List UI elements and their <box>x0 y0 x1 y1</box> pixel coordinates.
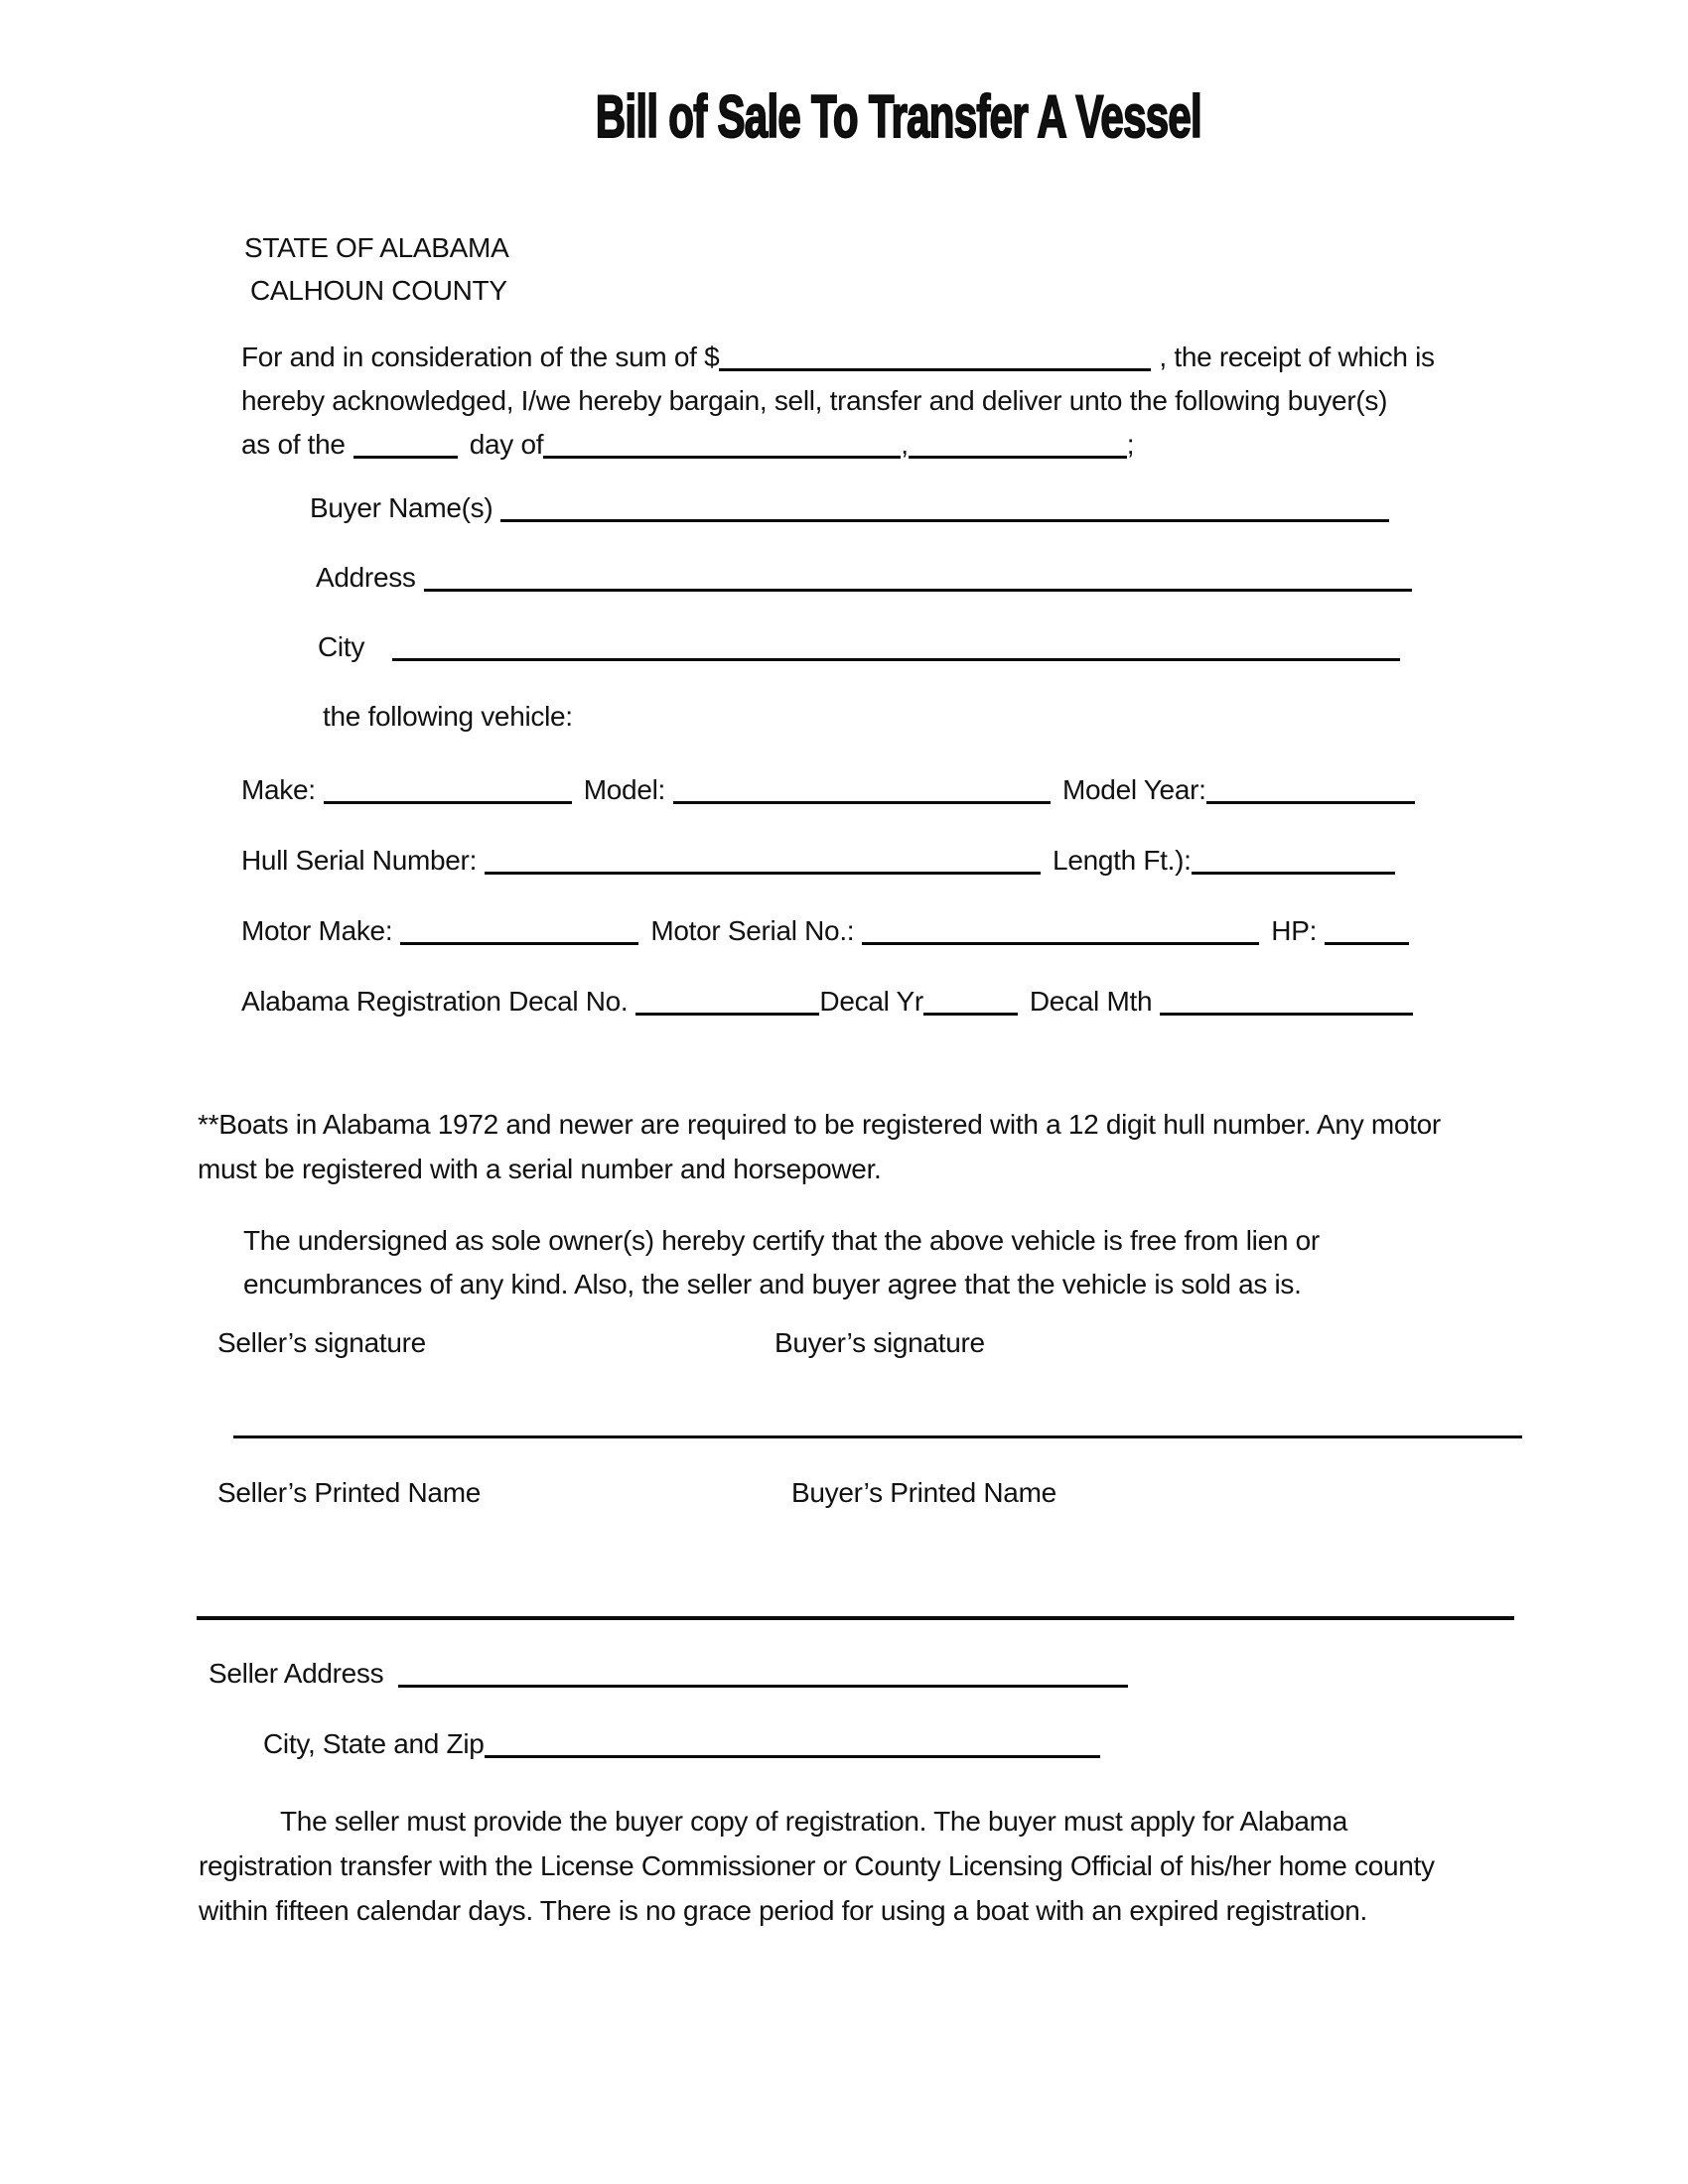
motor-row <box>241 915 1409 947</box>
make-blank[interactable] <box>324 775 572 804</box>
decal-yr-blank[interactable] <box>923 987 1018 1016</box>
as-of-the-text: as of the <box>241 429 346 460</box>
buyer-city-blank[interactable] <box>392 632 1400 661</box>
vehicle-intro-text: the following vehicle: <box>323 701 573 732</box>
buyer-name-label: Buyer Name(s) <box>310 492 493 523</box>
decal-mth-blank[interactable] <box>1160 987 1413 1016</box>
vehicle-intro-row <box>323 701 573 733</box>
buyer-name-blank[interactable] <box>500 493 1389 522</box>
buyer-address-blank[interactable] <box>424 563 1412 592</box>
state-label: STATE OF ALABAMA <box>244 232 509 263</box>
consideration-text-post: , the receipt of which is <box>1159 341 1435 372</box>
buyer-name-row <box>310 492 1389 524</box>
motor-make-blank[interactable] <box>400 916 638 945</box>
decal-no-blank[interactable] <box>635 987 819 1016</box>
printed-name-line[interactable] <box>197 1616 1514 1620</box>
buyer-city-row <box>318 631 1400 663</box>
state-county-block <box>244 226 508 312</box>
motor-serial-label: Motor Serial No.: <box>650 915 855 946</box>
comma-text: , <box>901 429 909 460</box>
hp-blank[interactable] <box>1325 916 1409 945</box>
buyer-printed-name-label: Buyer’s Printed Name <box>791 1477 1056 1508</box>
month-blank[interactable] <box>543 430 901 459</box>
sum-amount-blank[interactable] <box>719 342 1151 371</box>
make-label: Make: <box>241 774 316 805</box>
county-label: CALHOUN COUNTY <box>250 275 507 306</box>
make-model-row <box>241 774 1415 806</box>
hull-serial-blank[interactable] <box>485 846 1041 875</box>
footer-paragraph <box>199 1799 1435 1933</box>
consideration-line-3 <box>241 423 1435 467</box>
day-number-blank[interactable] <box>353 430 458 459</box>
model-blank[interactable] <box>673 775 1051 804</box>
footer-line-3: within fifteen calendar days. There is no grace period for using a boat with an expired registration. <box>199 1895 1367 1926</box>
decal-row <box>241 986 1413 1018</box>
signature-line[interactable] <box>233 1435 1522 1438</box>
consideration-paragraph <box>241 336 1435 467</box>
motor-make-label: Motor Make: <box>241 915 393 946</box>
length-label: Length Ft.): <box>1053 845 1192 876</box>
printed-name-labels-row <box>217 1477 1056 1509</box>
model-label: Model: <box>583 774 665 805</box>
buyer-city-label: City <box>318 631 365 662</box>
model-year-label: Model Year: <box>1062 774 1206 805</box>
city-state-zip-label: City, State and Zip <box>263 1728 485 1759</box>
certify-line-1: The undersigned as sole owner(s) hereby certify that the above vehicle is free from lien or <box>243 1225 1320 1256</box>
day-of-text: day of <box>469 429 544 460</box>
buyer-address-row <box>316 562 1412 594</box>
boats-note-paragraph <box>198 1102 1441 1191</box>
footer-line-2: registration transfer with the License Commissioner or County Licensing Official of his/her home county <box>199 1850 1435 1881</box>
certify-line-2: encumbrances of any kind. Also, the seller and buyer agree that the vehicle is sold as is. <box>243 1269 1302 1299</box>
boats-note-line-2: must be registered with a serial number and horsepower. <box>198 1154 882 1184</box>
seller-printed-name-label: Seller’s Printed Name <box>217 1477 482 1508</box>
semicolon-text: ; <box>1126 429 1135 460</box>
document-title: Bill of Sale To Transfer A Vessel <box>595 83 1202 150</box>
model-year-blank[interactable] <box>1206 775 1415 804</box>
motor-serial-blank[interactable] <box>862 916 1259 945</box>
hull-serial-row <box>241 845 1395 877</box>
decal-no-label: Alabama Registration Decal No. <box>241 986 629 1017</box>
year-blank[interactable] <box>909 430 1127 459</box>
length-blank[interactable] <box>1192 846 1395 875</box>
hull-serial-label: Hull Serial Number: <box>241 845 478 876</box>
seller-address-blank[interactable] <box>398 1659 1128 1688</box>
footer-line-1: The seller must provide the buyer copy of registration. The buyer must apply for Alabama <box>280 1806 1347 1837</box>
buyer-signature-label: Buyer’s signature <box>774 1327 985 1358</box>
city-state-zip-row <box>263 1728 1100 1760</box>
signature-labels-row <box>217 1327 985 1359</box>
seller-address-label: Seller Address <box>209 1658 384 1689</box>
document-title-row <box>0 83 1688 150</box>
seller-signature-label: Seller’s signature <box>217 1327 426 1358</box>
seller-address-row <box>209 1658 1128 1690</box>
certify-paragraph <box>243 1219 1320 1306</box>
buyer-address-label: Address <box>316 562 416 593</box>
consideration-line-1 <box>241 336 1435 379</box>
consideration-line-2: hereby acknowledged, I/we hereby bargain, sell, transfer and deliver unto the following buyer(s) <box>241 385 1388 416</box>
hp-label: HP: <box>1271 915 1318 946</box>
decal-mth-label: Decal Mth <box>1029 986 1153 1017</box>
boats-note-line-1: **Boats in Alabama 1972 and newer are required to be registered with a 12 digit hull number. Any motor <box>198 1109 1441 1140</box>
city-state-zip-blank[interactable] <box>485 1729 1100 1758</box>
consideration-text-pre: For and in consideration of the sum of $ <box>241 341 720 372</box>
decal-yr-label: Decal Yr <box>819 986 923 1017</box>
